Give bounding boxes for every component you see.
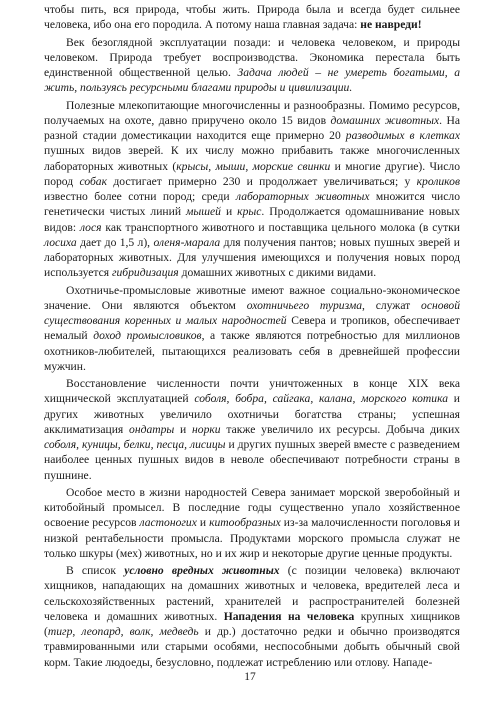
italic-text: собак [79, 174, 108, 188]
italic-text: соболя, куницы, белки, песца, лисицы [44, 438, 226, 451]
text-run: , служат [362, 298, 422, 312]
paragraph [44, 563, 460, 670]
text-run: Полезные млекопитающие многочисленны и разнообразны. Помимо ресурсов, получаемых на охоте, давно приручено около 15 видов [44, 98, 460, 127]
paragraph [44, 376, 460, 483]
text-run: и многие другие). Число пород [44, 159, 460, 188]
text-run: Охотничье-промысловые животные имеют важное социально-экономическое значение. Они являются объектом [44, 283, 460, 312]
text-run: , а также являются потребностью для миллионов охотников-любителей, пытающихся реализовать себя в древнейшей профессии мужчин. [44, 329, 460, 373]
text-run: крупных хищников ( [44, 609, 460, 638]
text-run: . Продолжается одомашнивание новых видов: [44, 205, 460, 234]
italic-text: лосиха [44, 235, 77, 249]
text-run: и [196, 516, 210, 530]
text-run: (с позиции человека) включают хищников, нападающих на домашних животных и человека, вредителей леса и сельскохозяйственных растений, хранителей и распространителей болезней человека и домашних животных. [44, 564, 460, 623]
text-run: пушных видов зверей. К их числу можно прибавить также многочисленных лабораторных животных ( [44, 144, 460, 173]
italic-text: гибридизация [111, 266, 179, 280]
text-run: чтобы пить, вся природа, чтобы жить. Природа была и всегда будет сильнее человека, ибо она его породила. А потому наша главная задача: [44, 3, 460, 32]
italic-text: основой существования коренных и малых народностей [44, 298, 460, 327]
italic-text: ондатры [129, 422, 175, 436]
text-run: множится число генетически чистых линий [44, 190, 460, 219]
text-run: известно более сотни пород; среди [44, 190, 236, 203]
italic-text: тигр, леопард, волк, медведь [47, 625, 199, 638]
text-run: Особое место в жизни народностей Севера занимает морской зверобойный и китобойный промысел. В последние годы существенно упало хозяйственное освоение ресурсов [44, 485, 460, 530]
italic-text: крысы, мыши, морские свинки [176, 159, 331, 173]
italic-text: доход промысловиков [93, 329, 202, 343]
italic-text: охотничьего туризма [246, 298, 363, 312]
text-run: для получения пантов; новых пушных зверей и лабораторных животных. Для улучшения имеющихся и получения новых пород используется [44, 235, 461, 280]
italic-text: соболя, бобра, сайгака, калана, морского котика [194, 392, 449, 406]
text-run: и других животных увеличило охотничьи богатства страны; успешная акклиматизация [44, 392, 460, 436]
text-run: Севера и тропиков, обеспечивает немалый [44, 314, 460, 343]
italic-text: мышей [186, 205, 221, 219]
text-run: достигает примерно 230 и продолжает увеличиваться; у [107, 174, 417, 188]
text-run: и других пушных зверей вместе с разведением наиболее ценных пушных видов в неволе обеспечивают потребности страны в пушнине. [44, 438, 460, 482]
paragraph [44, 98, 460, 281]
text-run: и [174, 422, 193, 436]
paragraph [44, 2, 460, 33]
page-number: 17 [244, 671, 256, 683]
italic-text: лося [79, 220, 102, 234]
bold-italic-text: условно вредных животных [124, 564, 280, 577]
text-run: из-за малочисленности поголовья и низкой рентабельности промысла. Продуктами морского промысла служат не только шкуры (мех) животных, но и их жир и некоторые другие ценные продукты. [44, 516, 460, 560]
italic-text: ластоногих [139, 516, 197, 530]
italic-text: домашних животных [330, 113, 440, 127]
paragraph [44, 35, 460, 96]
italic-text: китообразных [209, 516, 281, 530]
bold-text: не навреди! [360, 18, 422, 32]
paragraph [44, 485, 460, 561]
text-run: дает до 1,5 л), [76, 235, 154, 249]
text-run: домашних животных с дикими видами. [178, 266, 377, 280]
paragraph [44, 283, 460, 375]
bold-text: Нападения на человека [223, 609, 355, 623]
page-text [44, 2, 460, 670]
italic-text: лабораторных животных [236, 190, 370, 203]
text-run: как транспортного животного и поставщика цельного молока (в сутки [101, 220, 461, 234]
italic-text: крыс [237, 205, 262, 219]
text-run: и др.) достаточно редки и обычно производятся травмированными или старыми особями, неспособными добыть обычный свой корм. Такие людоеды, безусловно, подлежат истреблению или отлову. Нападе- [44, 625, 460, 669]
text-run: Восстановление численности почти уничтоженных в конце XIX века хищнической эксплуатацией [44, 377, 460, 406]
italic-text: Задача людей – не умереть богатыми, а жить, пользуясь ресурсными благами природы и цивилизации. [44, 66, 461, 95]
text-run: и [220, 205, 238, 219]
italic-text: кроликов [416, 174, 460, 188]
italic-text: норки [192, 422, 221, 436]
text-run: также увеличило их ресурсы. Добыча диких [220, 422, 460, 436]
text-run: В список [66, 564, 125, 577]
italic-text: оленя-марала [153, 235, 221, 249]
text-run: . На разной стадии доместикации находится еще примерно 20 [44, 113, 460, 142]
text-run: Век безоглядной эксплуатации позади: и человека человеком, и природы человеком. Природа требует воспроизводства. Экономика перестала быть единственной общественной целью. [44, 35, 460, 79]
italic-text: разводимых в клетках [345, 129, 460, 142]
